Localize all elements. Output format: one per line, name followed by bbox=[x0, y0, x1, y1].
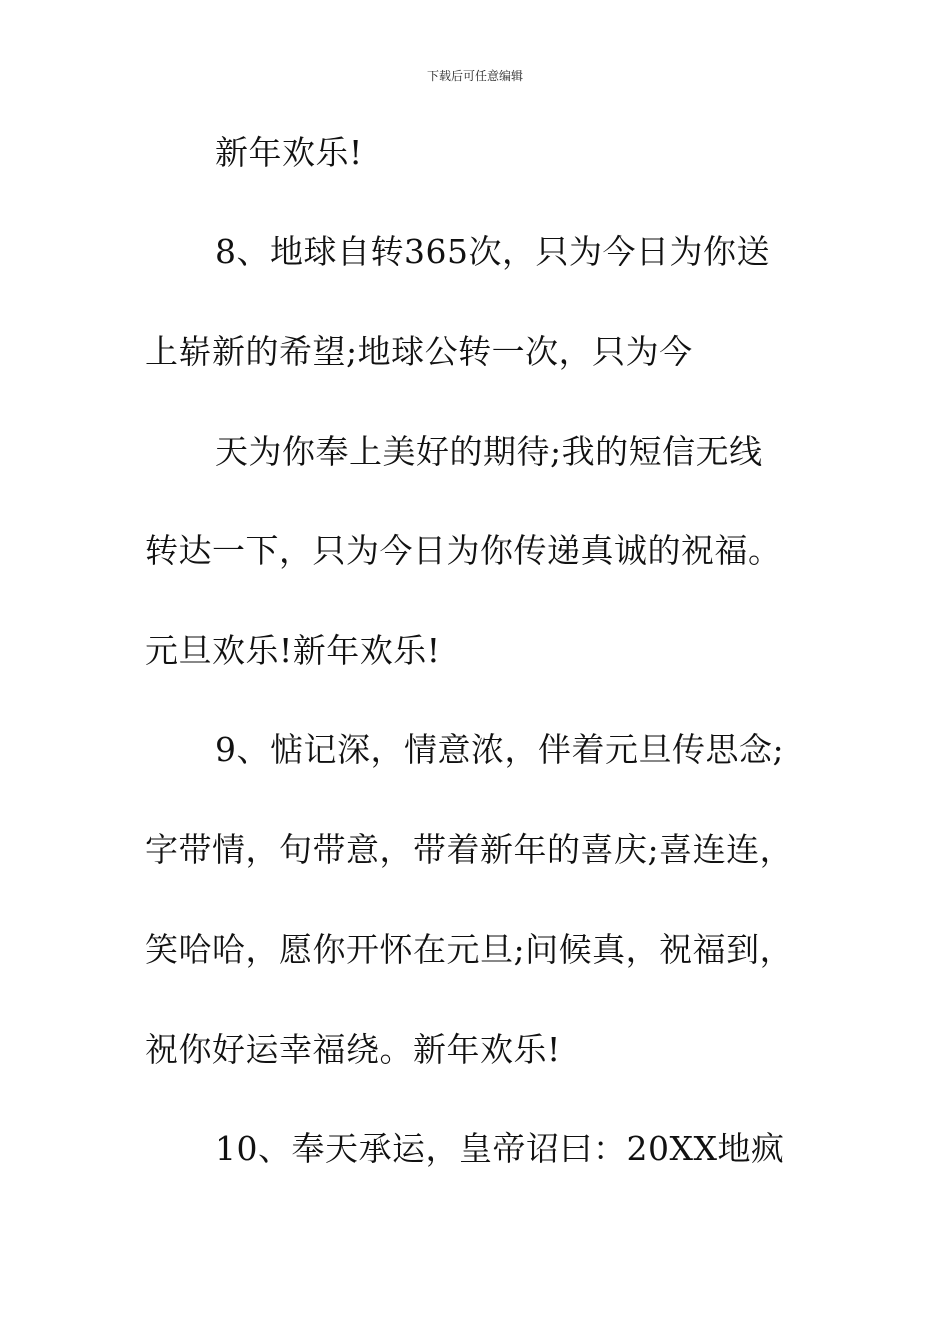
text-line-4: 天为你奉上美好的期待;我的短信无线 bbox=[215, 432, 763, 471]
text-line-3: 上崭新的希望;地球公转一次，只为今 bbox=[145, 332, 693, 371]
text-line-9: 笑哈哈，愿你开怀在元旦;问候真，祝福到， bbox=[145, 930, 794, 969]
text-line-7: 9、惦记深，情意浓，伴着元旦传思念; bbox=[215, 730, 785, 769]
text-line-2: 8、地球自转365次，只为今日为你送 bbox=[215, 232, 770, 271]
text-line-6: 元旦欢乐!新年欢乐! bbox=[145, 631, 441, 670]
text-line-11: 10、奉天承运，皇帝诏曰：20XX地疯 bbox=[215, 1129, 785, 1168]
page-header-note: 下载后可任意编辑 bbox=[426, 69, 523, 83]
text-line-5: 转达一下，只为今日为你传递真诚的祝福。 bbox=[145, 531, 782, 570]
text-line-1: 新年欢乐! bbox=[215, 133, 363, 172]
text-line-10: 祝你好运幸福绕。新年欢乐! bbox=[145, 1030, 561, 1069]
text-line-8: 字带情，句带意，带着新年的喜庆;喜连连， bbox=[145, 830, 794, 869]
